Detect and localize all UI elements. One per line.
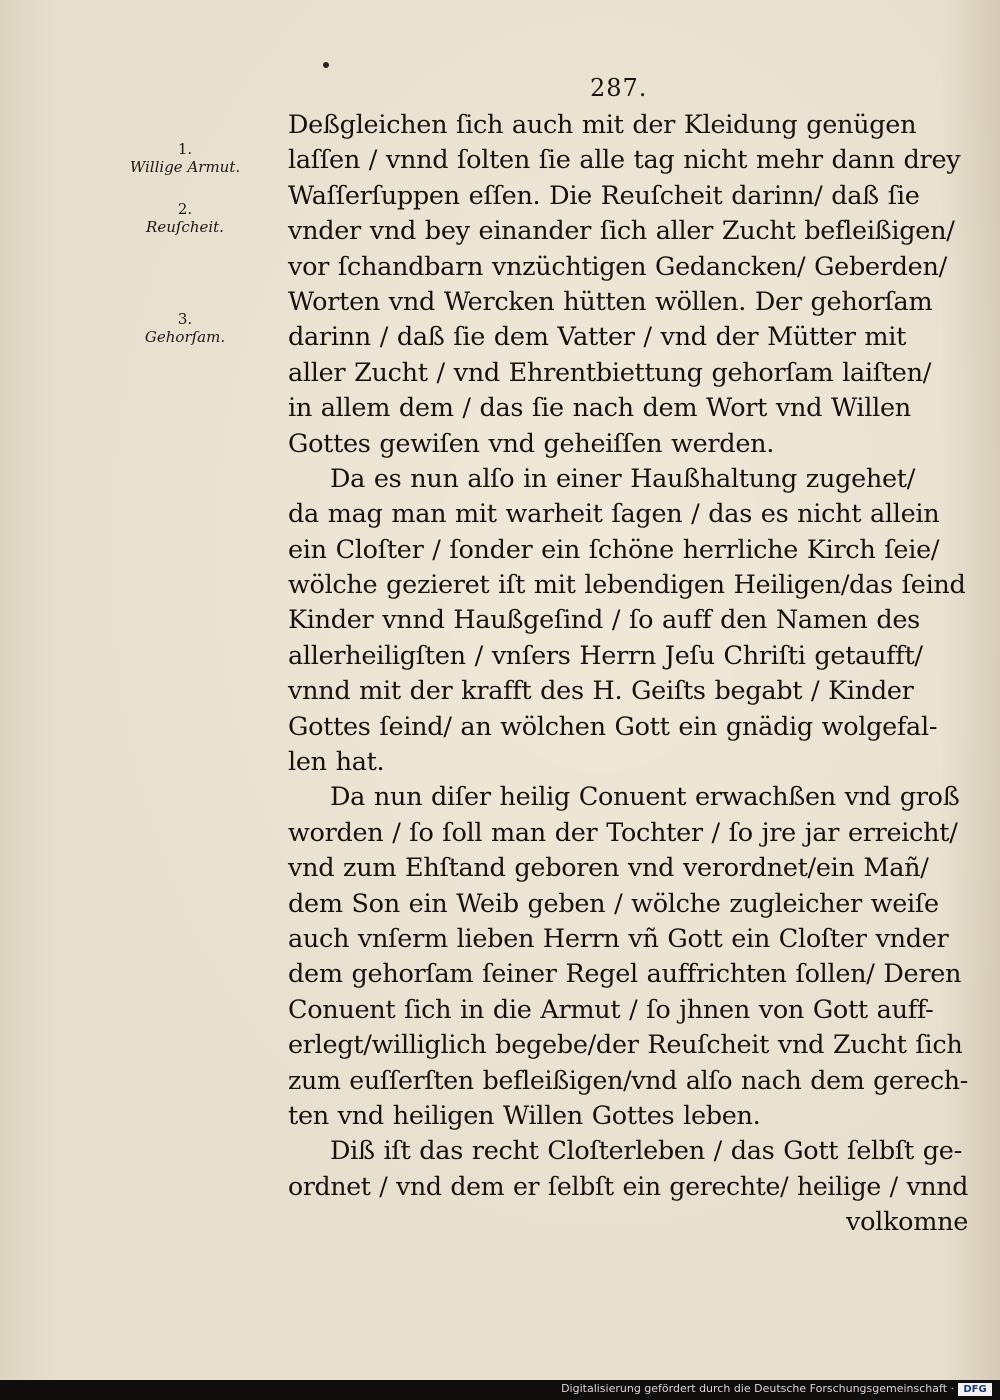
text-line: Kinder vnnd Haußgeſind / ſo auff den Namen des [288,605,920,636]
text-line: vnder vnd bey einander ſich aller Zucht befleißigen/ [288,216,955,247]
footer-credit: Digitalisierung gefördert durch die Deutsche Forschungsgemeinschaft · [561,1382,954,1395]
text-line: allerheiligſten / vnſers Herrn Jeſu Chriſti getaufft/ [288,640,923,671]
text-line: Waſſerſuppen eſſen. Die Reuſcheit darinn/ daß ſie [288,180,920,211]
page-number: 287. [590,74,648,102]
margin-note-label: Willige Armut. [129,158,241,176]
text-line: erlegt/williglich begebe/der Reuſcheit vnd Zucht ſich [288,1030,963,1061]
text-line: vnnd mit der krafft des H. Geiſts begabt / Kinder [288,676,914,707]
text-line: Deßgleichen ſich auch mit der Kleidung genügen [288,110,917,140]
dfg-logo-icon: DFG [958,1383,992,1396]
text-line: laſſen / vnnd ſolten ſie alle tag nicht mehr dann drey [288,145,961,176]
text-line: ordnet / vnd dem er ſelbſt ein gerechte/ heilige / vnnd [288,1171,968,1202]
text-line: auch vnſerm lieben Herrn vñ Gott ein Cloſter vnder [288,923,949,954]
text-line: darinn / daß ſie dem Vatter / vnd der Mütter mit [288,322,907,353]
margin-note-number: 2. [177,200,193,218]
margin-note-label: Gehorſam. [144,328,226,346]
text-line: Da es nun alſo in einer Haußhaltung zugehet/ [330,463,916,494]
margin-note-label: Reuſcheit. [146,218,224,236]
text-line: Da nun diſer heilig Conuent erwachßen vnd groß [330,782,960,813]
margin-note-3 [100,310,270,346]
footer-bar [0,1380,1000,1400]
margin-note-number: 1. [177,140,193,158]
text-line: vor ſchandbarn vnzüchtigen Gedancken/ Geberden/ [288,251,947,282]
text-line: ein Cloſter / ſonder ein ſchöne herrliche Kirch ſeie/ [288,534,940,565]
text-line: Gottes gewiſen vnd geheiſſen werden. [288,428,775,459]
text-line: wölche gezieret iſt mit lebendigen Heiligen/das ſeind [288,570,966,601]
text-line: worden / ſo ſoll man der Tochter / ſo jre jar erreicht/ [288,817,958,848]
text-line: Conuent ſich in die Armut / ſo jhnen von Gott auff- [288,994,934,1025]
ink-dot [323,62,329,68]
text-line: aller Zucht / vnd Ehrentbiettung gehorſam laiſten/ [288,357,931,388]
margin-note-number: 3. [177,310,193,328]
text-line: vnd zum Ehſtand geboren vnd verordnet/ein Mañ/ [288,853,929,884]
text-line: ten vnd heiligen Willen Gottes leben. [288,1100,761,1131]
text-line: Gottes ſeind/ an wölchen Gott ein gnädig wolgefal- [288,711,938,742]
body-text [288,108,968,1241]
text-line: len hat. [288,747,385,778]
margin-note-2 [100,200,270,236]
text-line: Worten vnd Wercken hütten wöllen. Der gehorſam [288,286,933,317]
text-line: Diß iſt das recht Cloſterleben / das Gott ſelbſt ge- [330,1136,962,1167]
text-line: dem gehorſam ſeiner Regel auffrichten ſollen/ Deren [288,959,962,990]
catchword: volkomne [845,1207,968,1238]
text-line: dem Son ein Weib geben / wölche zugleicher weiſe [288,888,939,919]
text-line: zum euſſerſten befleißigen/vnd alſo nach dem gerech- [288,1065,968,1096]
text-line: in allem dem / das ſie nach dem Wort vnd Willen [288,393,911,424]
margin-note-1 [100,140,270,176]
text-line: da mag man mit warheit ſagen / das es nicht allein [288,499,940,530]
